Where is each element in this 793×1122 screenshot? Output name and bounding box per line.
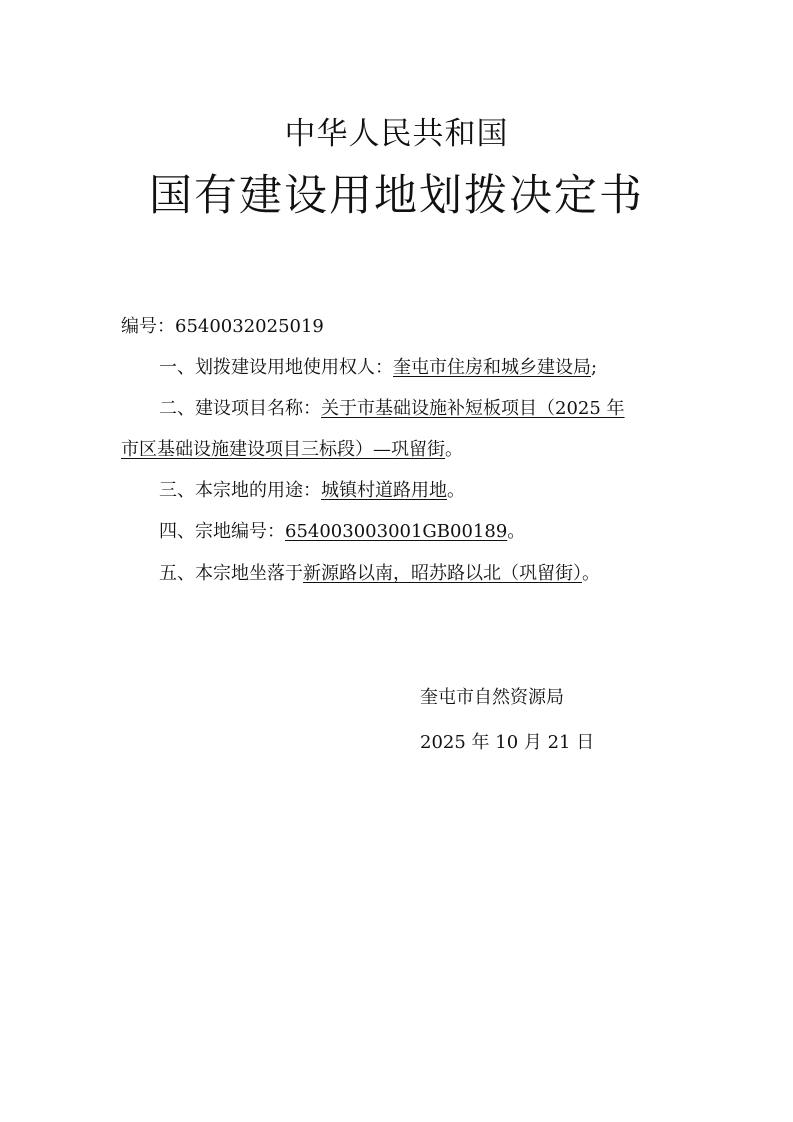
item-project-name — [159, 397, 625, 421]
item-suffix: 。 — [447, 480, 465, 501]
item-suffix: ; — [591, 357, 598, 378]
item-parcel-location — [159, 562, 600, 586]
item-value: 市区基础设施建设项目三标段）—巩留街 — [121, 439, 445, 460]
signature-organization: 奎屯市自然资源局 — [420, 687, 564, 708]
document-title-main: 国有建设用地划拨决定书 — [149, 171, 644, 221]
item-suffix: 。 — [445, 439, 463, 460]
serial-value: 6540032025019 — [175, 316, 324, 337]
item-label: 四、宗地编号： — [159, 521, 285, 542]
item-label: 一、划拨建设用地使用权人： — [159, 357, 393, 378]
item-land-use — [159, 479, 465, 503]
item-land-user — [159, 356, 597, 380]
serial-label: 编号： — [121, 316, 175, 337]
item-label: 二、建设项目名称： — [159, 398, 321, 419]
item-label: 三、本宗地的用途： — [159, 480, 321, 501]
item-value: 新源路以南，昭苏路以北（巩留街） — [303, 563, 582, 584]
item-project-name-continued — [121, 438, 463, 462]
item-suffix: 。 — [582, 563, 600, 584]
item-suffix: 。 — [507, 521, 526, 542]
item-value: 654003003001GB00189 — [285, 521, 508, 542]
document-title-country: 中华人民共和国 — [284, 116, 509, 152]
item-label: 五、本宗地坐落于 — [159, 563, 303, 584]
item-value: 奎屯市住房和城乡建设局 — [393, 357, 591, 378]
item-value: 关于市基础设施补短板项目（2025 年 — [321, 398, 625, 419]
item-value: 城镇村道路用地 — [321, 480, 447, 501]
item-parcel-number — [159, 520, 525, 544]
signature-date: 2025 年 10 月 21 日 — [420, 732, 595, 753]
serial-number-line — [121, 315, 324, 339]
